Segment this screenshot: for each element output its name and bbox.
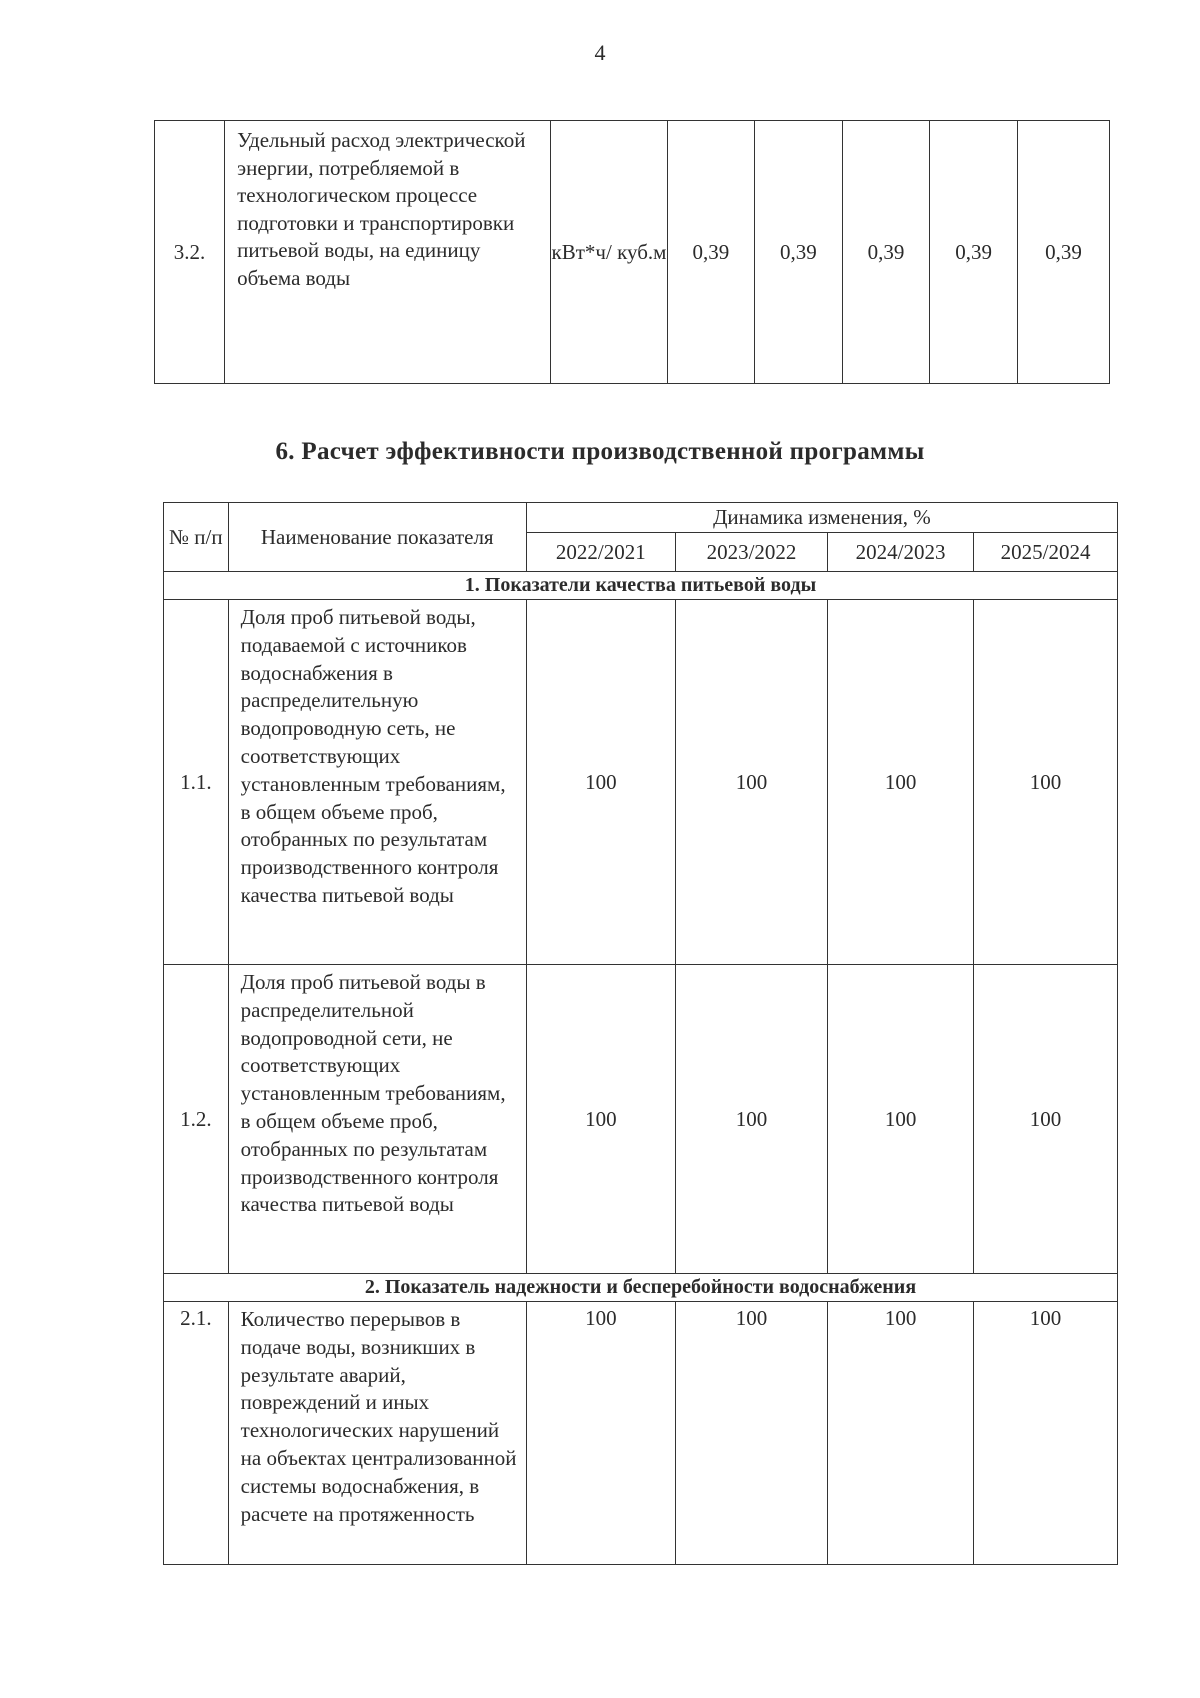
indicator-name: Количество перерывов в подаче воды, возникших в результате аварий, повреждений и иных технологических нарушений на объектах централизованной системы водоснабжения, в расчете на протяженность (228, 1302, 526, 1565)
column-header-dynamics: Динамика изменения, % (526, 503, 1117, 533)
value-cell: 100 (675, 965, 827, 1274)
header-row (164, 503, 1118, 533)
column-header-year: 2025/2024 (974, 533, 1118, 572)
value-cell: 100 (526, 965, 675, 1274)
value-cell: 0,39 (1017, 121, 1109, 384)
group-heading: 2. Показатель надежности и бесперебойности водоснабжения (164, 1274, 1118, 1302)
value-cell: 0,39 (930, 121, 1018, 384)
value-cell: 0,39 (755, 121, 843, 384)
value-cell: 100 (828, 600, 974, 965)
group-heading-row (164, 572, 1118, 600)
indicator-name: Удельный расход электрической энергии, потребляемой в технологическом процессе подготовки и транспортировки питьевой воды, на единицу объема воды (225, 121, 551, 384)
column-header-year: 2023/2022 (675, 533, 827, 572)
row-number: 2.1. (164, 1302, 229, 1565)
value-cell: 100 (526, 1302, 675, 1565)
efficiency-table (163, 502, 1118, 1565)
unit-cell: кВт*ч/ куб.м (551, 121, 667, 384)
value-cell: 100 (675, 1302, 827, 1565)
value-cell: 0,39 (667, 121, 755, 384)
row-number: 1.2. (164, 965, 229, 1274)
value-cell: 100 (828, 1302, 974, 1565)
row-number: 1.1. (164, 600, 229, 965)
value-cell: 0,39 (842, 121, 930, 384)
value-cell: 100 (974, 1302, 1118, 1565)
row-number: 3.2. (155, 121, 225, 384)
column-header-number: № п/п (164, 503, 229, 572)
table-row (155, 121, 1110, 384)
indicator-table-continued (154, 120, 1110, 384)
column-header-year: 2024/2023 (828, 533, 974, 572)
page-number: 4 (594, 40, 606, 65)
value-cell: 100 (675, 600, 827, 965)
indicator-name: Доля проб питьевой воды в распределительной водопроводной сети, не соответствующих установленным требованиям, в общем объеме проб, отобранных по результатам производственного контроля качества питьевой воды (228, 965, 526, 1274)
column-header-name: Наименование показателя (228, 503, 526, 572)
table-row (164, 600, 1118, 965)
value-cell: 100 (974, 965, 1118, 1274)
group-heading-row (164, 1274, 1118, 1302)
section-title: 6. Расчет эффективности производственной программы (275, 438, 925, 465)
value-cell: 100 (526, 600, 675, 965)
value-cell: 100 (974, 600, 1118, 965)
column-header-year: 2022/2021 (526, 533, 675, 572)
group-heading: 1. Показатели качества питьевой воды (164, 572, 1118, 600)
value-cell: 100 (828, 965, 974, 1274)
indicator-name: Доля проб питьевой воды, подаваемой с источников водоснабжения в распределительную водопроводную сеть, не соответствующих установленным требованиям, в общем объеме проб, отобранных по результатам производственного контроля качества питьевой воды (228, 600, 526, 965)
table-row (164, 965, 1118, 1274)
table-row (164, 1302, 1118, 1565)
